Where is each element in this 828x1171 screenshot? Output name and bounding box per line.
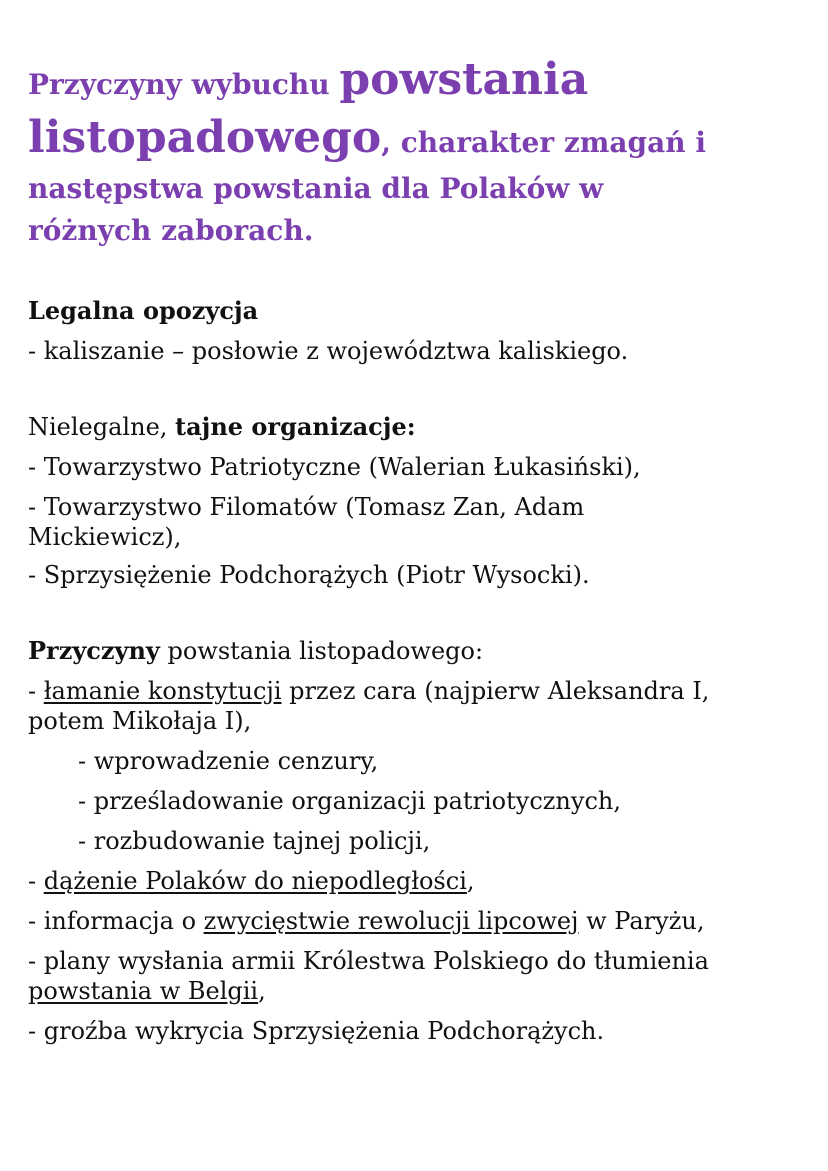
cause-2-rest: , (466, 867, 475, 895)
cause-1-sub-2: - prześladowanie organizacji patriotycznych, (78, 787, 621, 815)
cause-3-underlined: zwycięstwie rewolucji lipcowej (203, 907, 579, 935)
cause-4-rest: , (258, 977, 266, 1005)
cause-2-prefix: - (28, 867, 44, 895)
title-line-1 (28, 52, 808, 113)
cause-3 (28, 906, 808, 936)
cause-3-prefix: - informacja o (28, 907, 204, 935)
illegal-item-3: - Sprzysiężenie Podchorążych (Piotr Wysocki). (28, 561, 590, 589)
title-line-2 (28, 113, 808, 168)
cause-2 (28, 866, 808, 896)
cause-4-underlined: powstania w Belgii (28, 977, 259, 1005)
title-part-4: , charakter zmagań i (381, 126, 706, 159)
document-page (28, 52, 808, 1056)
illegal-intro-plain: Nielegalne, (28, 413, 176, 441)
causes-section (28, 636, 808, 1046)
title-part-3: listopadowego (28, 112, 382, 163)
cause-1-rest: przez cara (najpierw Aleksandra I, (281, 677, 710, 705)
causes-heading-rest: powstania listopadowego: (159, 637, 484, 665)
cause-1-sub-3: - rozbudowanie tajnej policji, (78, 827, 431, 855)
title-line-3: następstwa powstania dla Polaków w (28, 172, 604, 205)
illegal-intro-bold: tajne organizacje: (175, 412, 416, 441)
illegal-item-2 (28, 492, 808, 552)
legal-line: - kaliszanie – posłowie z województwa kaliskiego. (28, 337, 629, 365)
cause-3-rest: w Paryżu, (578, 907, 705, 935)
cause-1 (28, 676, 808, 736)
cause-1-cont: potem Mikołaja I), (28, 707, 252, 735)
cause-4 (28, 946, 808, 1006)
title-line-4: różnych zaborach. (28, 214, 314, 247)
cause-1-prefix: - (28, 677, 44, 705)
causes-heading (28, 636, 808, 666)
illegal-item-2-b: Mickiewicz), (28, 523, 182, 551)
illegal-intro (28, 412, 808, 442)
document-title (28, 52, 808, 252)
illegal-item-1: - Towarzystwo Patriotyczne (Walerian Łukasiński), (28, 453, 641, 481)
cause-4-line-1: - plany wysłania armii Królestwa Polskiego do tłumienia (28, 947, 709, 975)
illegal-organizations-section (28, 412, 808, 590)
title-part-2: powstania (339, 54, 589, 105)
cause-1-sub-1: - wprowadzenie cenzury, (78, 747, 379, 775)
illegal-item-2-a: - Towarzystwo Filomatów (Tomasz Zan, Adam (28, 493, 585, 521)
title-part-1: Przyczyny wybuchu (28, 68, 340, 101)
legal-heading: Legalna opozycja (28, 296, 259, 325)
cause-2-underlined: dążenie Polaków do niepodległości (43, 867, 467, 895)
cause-5: - groźba wykrycia Sprzysiężenia Podchorążych. (28, 1017, 605, 1045)
legal-opposition-section (28, 296, 808, 366)
causes-heading-bold: Przyczyny (28, 636, 160, 665)
cause-1-underlined: łamanie konstytucji (43, 677, 282, 705)
